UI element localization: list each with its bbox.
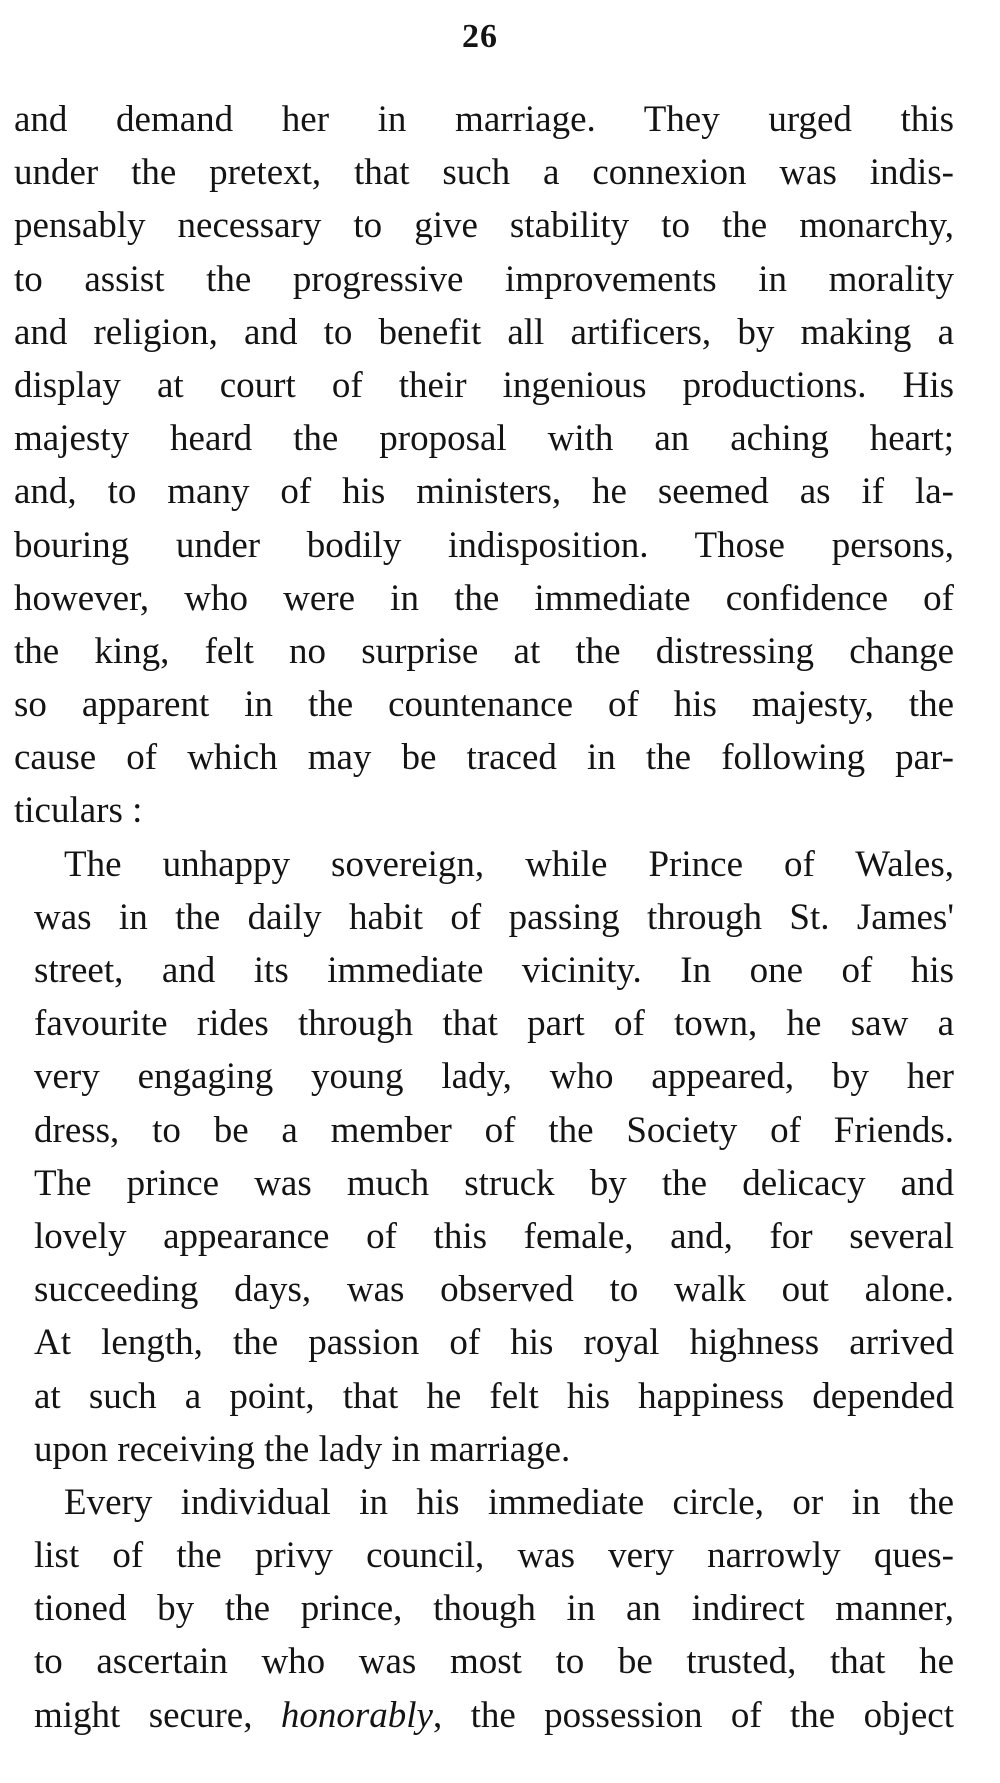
text-line: and demand her in marriage. They urged this (14, 99, 954, 140)
text-line: succeeding days, was observed to walk out alone. (34, 1269, 954, 1311)
text-line: ticulars : (14, 790, 143, 832)
text-segment: , the possession of the object (432, 1694, 954, 1736)
text-line: to assist the progressive improvements in morality (14, 258, 954, 300)
page-number: 26 (462, 18, 498, 55)
text-line: upon receiving the lady in marriage. (34, 1428, 571, 1470)
text-line: The unhappy sovereign, while Prince of Wales, (64, 843, 954, 885)
text-line: cause of which may be traced in the following par- (14, 737, 954, 779)
text-line: at such a point, that he felt his happiness depended (34, 1375, 954, 1417)
text-line: so apparent in the countenance of his majesty, the (14, 684, 954, 726)
text-line: and, to many of his ministers, he seemed as if la- (14, 471, 954, 513)
text-line: and religion, and to benefit all artificers, by making a (14, 311, 954, 353)
italic-word: honorably (280, 1694, 433, 1736)
text-line: was in the daily habit of passing through St. James' (34, 896, 954, 938)
text-line: Every individual in his immediate circle, or in the (64, 1481, 954, 1523)
text-line: pensably necessary to give stability to the monarchy, (14, 205, 954, 247)
text-line: dress, to be a member of the Society of Friends. (34, 1109, 954, 1151)
text-line: street, and its immediate vicinity. In one of his (34, 950, 954, 991)
text-line: The prince was much struck by the delicacy and (34, 1162, 954, 1204)
text-line: however, who were in the immediate confidence of (14, 577, 954, 619)
text-segment: might secure, (34, 1694, 281, 1736)
text-line: under the pretext, that such a connexion was indis- (14, 152, 954, 194)
text-line: lovely appearance of this female, and, for several (34, 1215, 954, 1257)
text-line: favourite rides through that part of town, he saw a (34, 1003, 954, 1045)
text-line: list of the privy council, was very narrowly ques- (34, 1535, 954, 1577)
text-line: majesty heard the proposal with an aching heart; (14, 418, 954, 460)
text-line: At length, the passion of his royal highness arrived (34, 1322, 954, 1364)
text-line: tioned by the prince, though in an indirect manner, (34, 1588, 954, 1630)
text-line: bouring under bodily indisposition. Those persons, (14, 524, 954, 566)
text-line: display at court of their ingenious productions. His (14, 364, 954, 406)
text-line: the king, felt no surprise at the distressing change (14, 630, 954, 672)
text-line: to ascertain who was most to be trusted, that he (34, 1641, 954, 1683)
text-line-italic (14, 1689, 954, 1742)
body-text (14, 93, 954, 1742)
text-line: very engaging young lady, who appeared, by her (34, 1056, 954, 1098)
